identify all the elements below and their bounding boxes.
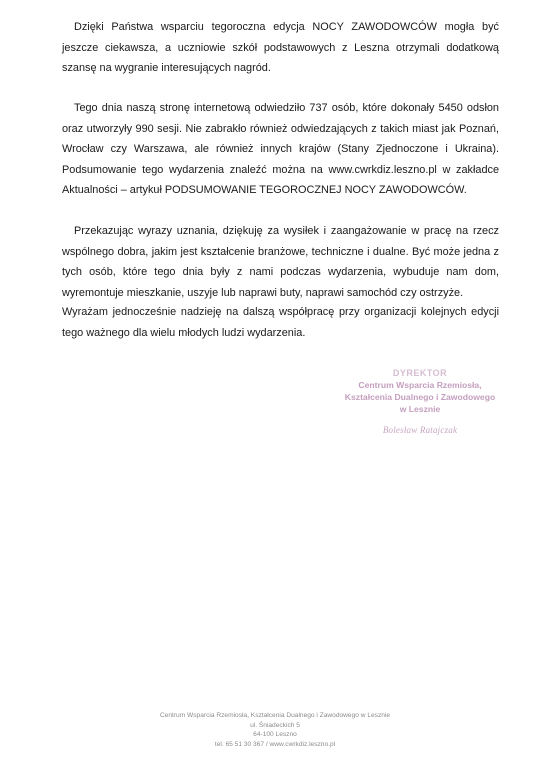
stamp-title: DYREKTOR <box>392 368 448 378</box>
stamp-signature-name: Bolesław Ratajczak <box>382 425 458 435</box>
footer-city: 64-100 Leszno <box>253 731 297 739</box>
stamp-line: Kształcenia Dualnego i Zawodowego <box>344 392 496 402</box>
paragraph-cooperation: Wyrażam jednocześnie nadzieję na dalszą współpracę przy organizacji kolejnych edycji tego ważnego dla wielu młodych ludzi wydarzenia. <box>62 306 499 339</box>
stamp-line: Centrum Wsparcia Rzemiosła, <box>358 380 482 390</box>
letter-body <box>62 221 499 303</box>
paragraph-statistics: Tego dnia naszą stronę internetową odwiedziło 737 osób, które dokonały 5450 odsłon oraz utworzyły 990 sesji. Nie zabrakło również odwiedzających z takich miast jak Poznań, Wrocław czy Warszawa, ale również innych krajów (Stany Zjednoczone i Ukraina). Podsumowanie tego wydarzenia znaleźć można na www.cwrkdiz.leszno.pl w zakładce Aktualności – artykuł PODSUMOWANIE TEGOROCZNEJ NOCY ZAWODOWCÓW. <box>62 102 499 197</box>
stamp-line: w Lesznie <box>399 404 441 414</box>
footer-organization: Centrum Wsparcia Rzemiosła, Kształcenia Dualnego i Zawodowego w Lesznie <box>159 712 391 719</box>
director-stamp <box>320 367 520 436</box>
letter-body <box>62 302 499 343</box>
paragraph-thanks: Dzięki Państwa wsparciu tegoroczna edycja NOCY ZAWODOWCÓW mogła być jeszcze ciekawsza, a uczniowie szkół podstawowych z Leszna otrzymali dodatkową szansę na wygranie interesujących nagród. <box>62 21 499 75</box>
paragraph-appreciation: Przekazując wyrazy uznania, dziękuję za wysiłek i zaangażowanie w pracę na rzecz wspólnego dobra, jakim jest kształcenie branżowe, techniczne i dualne. Być może jedna z tych osób, które tego dnia były z nami podczas wydarzenia, wybuduje nam dom, wyremontuje mieszkanie, uszyje lub naprawi buty, naprawi samochód czy ostrzyże. <box>62 225 499 299</box>
letterhead-footer <box>0 711 550 749</box>
footer-contact: tel. 65 51 30 367 / www.cwrkdiz.leszno.pl <box>214 740 336 748</box>
letter-body <box>62 98 499 201</box>
letter-body <box>62 17 499 79</box>
footer-street: ul. Śniadeckich 5 <box>250 721 300 729</box>
